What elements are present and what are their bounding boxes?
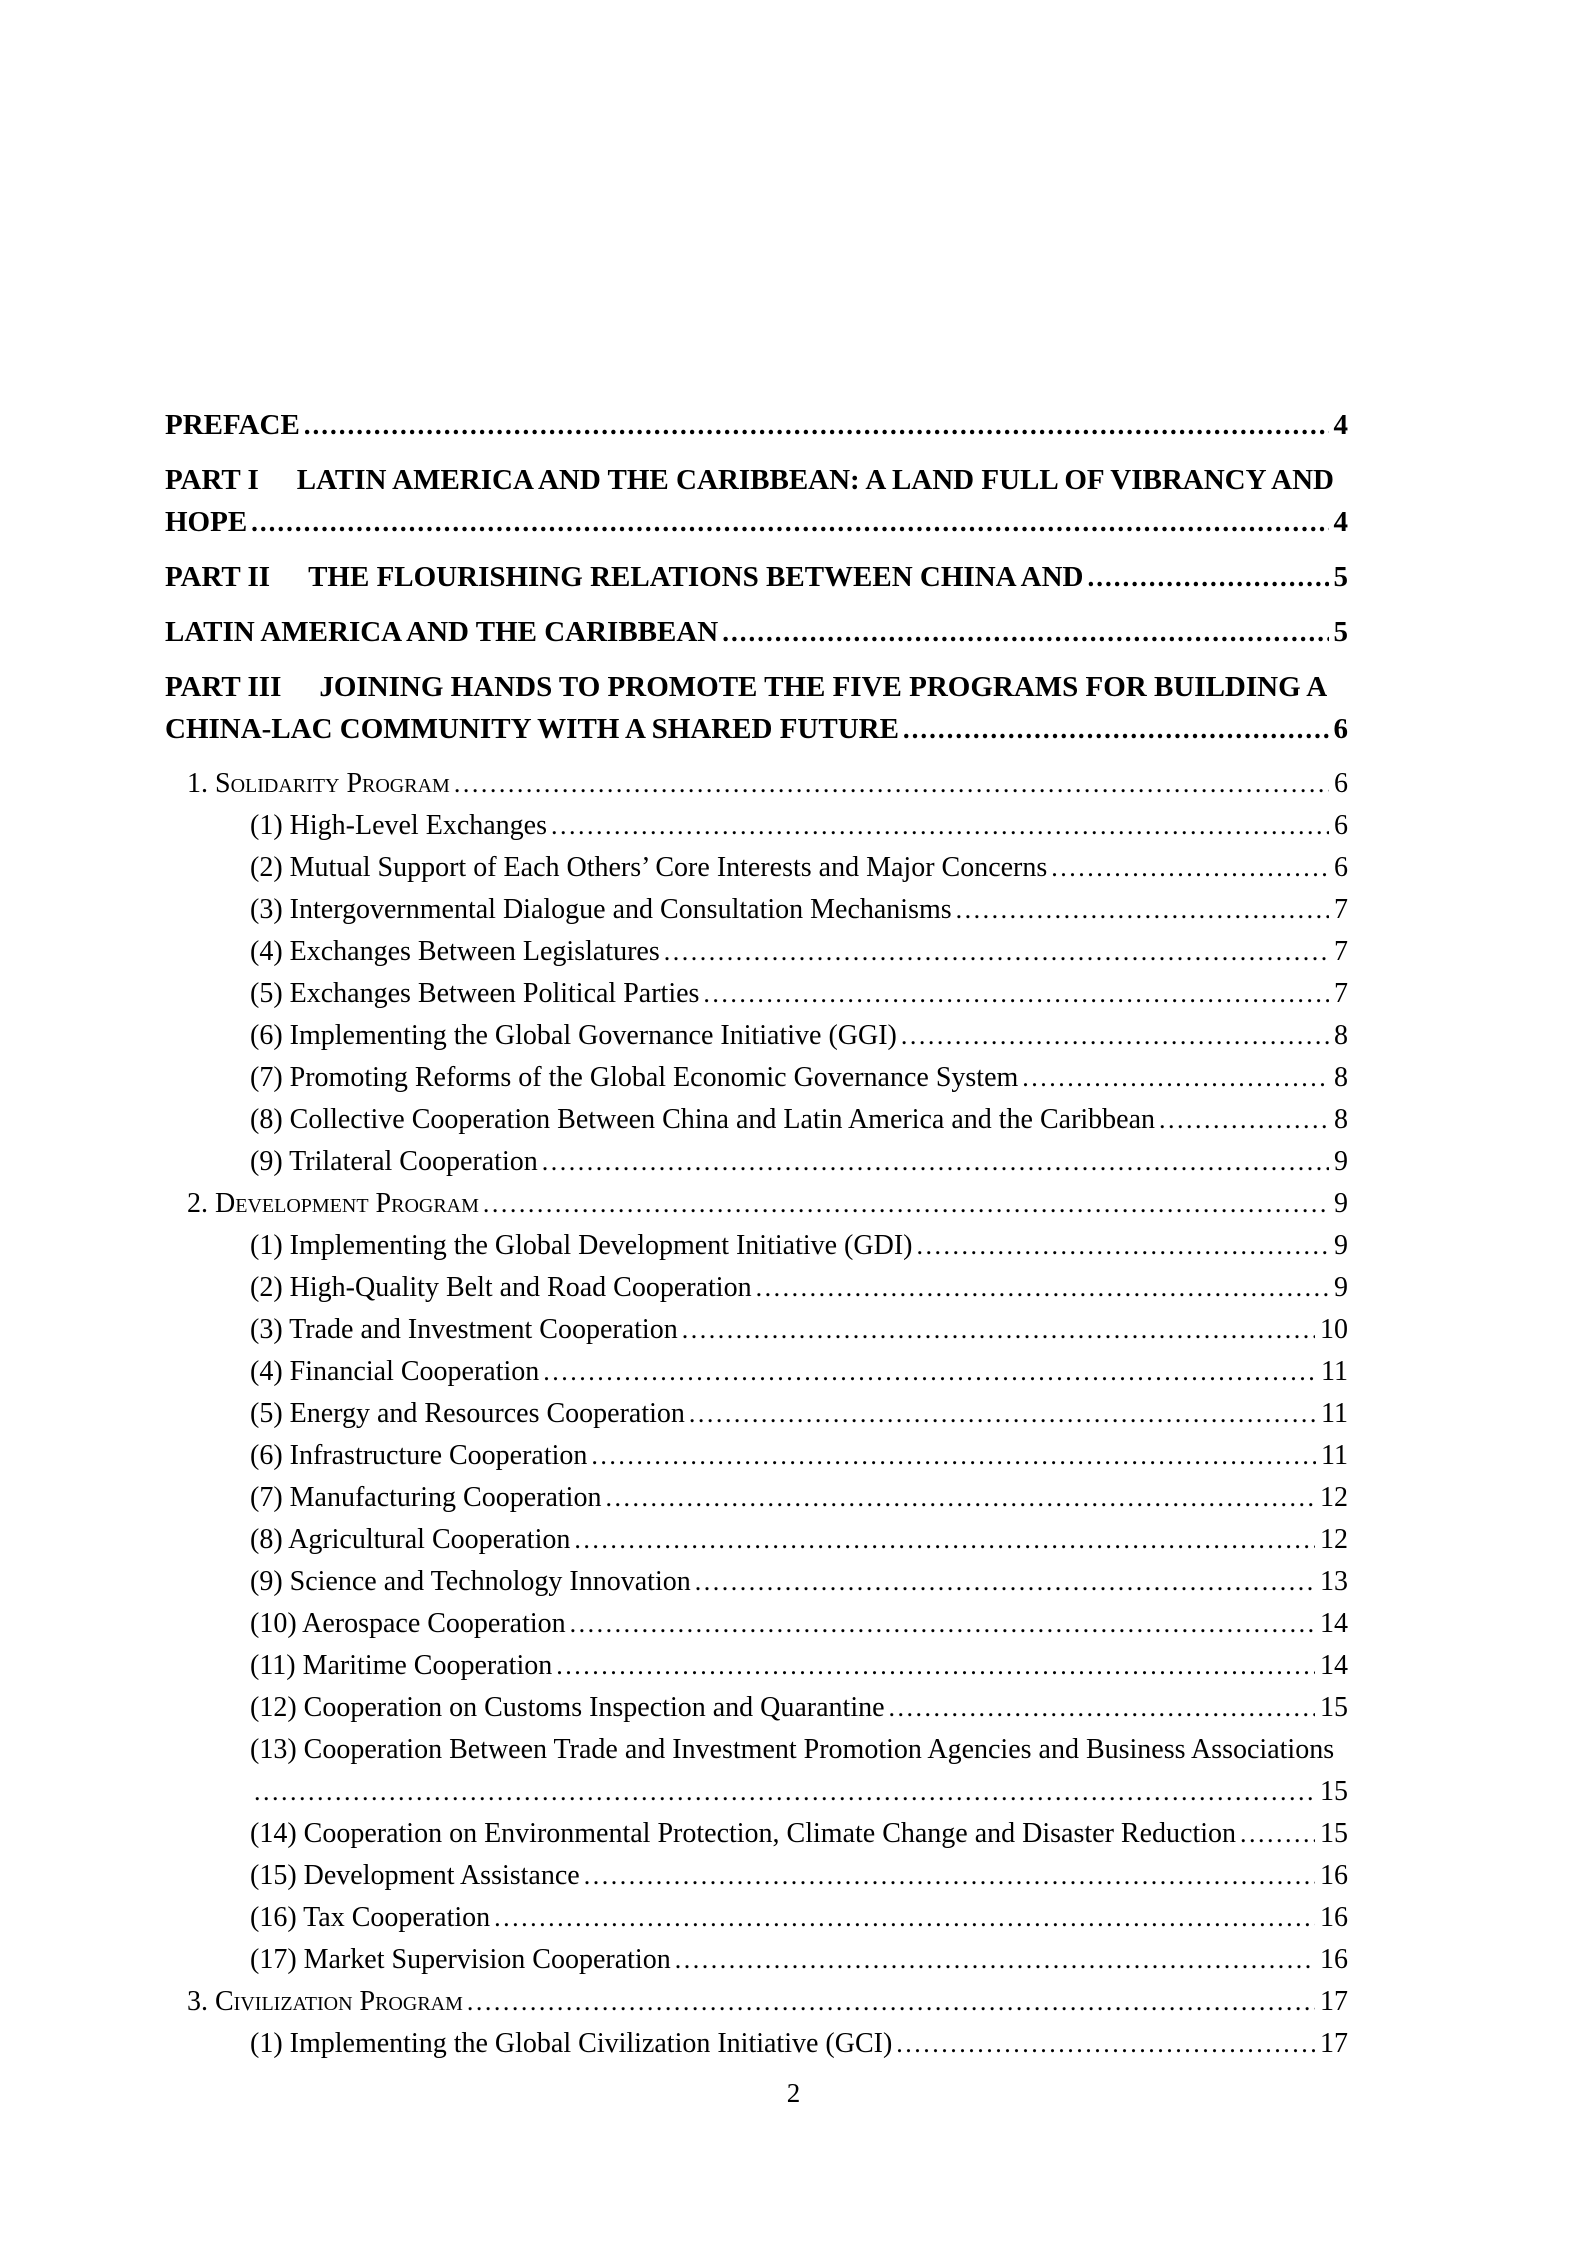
toc-entry — [165, 1897, 1348, 1939]
toc-entry — [165, 1603, 1348, 1645]
dotted-leader — [901, 1015, 1329, 1057]
toc-entry-title: 3. Civilization Program — [187, 1986, 463, 2017]
toc-entry — [165, 1057, 1348, 1099]
toc-entry — [165, 1015, 1348, 1057]
toc-entry-page-number: 11 — [1321, 1440, 1348, 1471]
toc-entry — [165, 805, 1348, 847]
toc-entry-page-number: 6 — [1334, 768, 1348, 799]
dotted-leader — [254, 1771, 1315, 1813]
dotted-leader — [1240, 1813, 1315, 1855]
toc-entry-title: (1) Implementing the Global Civilization Initiative (GCI) — [250, 2028, 893, 2059]
toc-entry — [165, 1813, 1348, 1855]
toc-entry — [165, 1183, 1348, 1225]
toc-entry-page-number: 4 — [1333, 409, 1348, 441]
dotted-leader — [756, 1267, 1329, 1309]
toc-entry-page-number: 8 — [1334, 1104, 1348, 1135]
toc-entry — [165, 501, 1348, 543]
toc-entry-title: PREFACE — [165, 409, 300, 441]
toc-entry — [165, 1309, 1348, 1351]
toc-entry-title: (15) Development Assistance — [250, 1860, 580, 1891]
dotted-leader — [556, 1645, 1315, 1687]
toc-entry-title: (5) Energy and Resources Cooperation — [250, 1398, 685, 1429]
toc-entry-title: (3) Trade and Investment Cooperation — [250, 1314, 678, 1345]
toc-entry-page-number: 17 — [1320, 2028, 1348, 2059]
dotted-leader — [304, 404, 1329, 446]
dotted-leader — [903, 708, 1329, 750]
toc-entry-page-number: 4 — [1333, 506, 1348, 538]
toc-entry-title: 1. Solidarity Program — [187, 768, 450, 799]
dotted-leader — [251, 501, 1328, 543]
dotted-leader — [896, 2023, 1315, 2065]
toc-entry — [165, 1225, 1348, 1267]
toc-entry — [165, 1855, 1348, 1897]
toc-entry — [165, 1939, 1348, 1981]
toc-entry-page-number: 9 — [1334, 1188, 1348, 1219]
toc-entry-page-number: 17 — [1320, 1986, 1348, 2017]
toc-entry-title: LATIN AMERICA AND THE CARIBBEAN: A LAND FULL OF VIBRANCY AND — [296, 464, 1334, 496]
dotted-leader — [1159, 1099, 1329, 1141]
toc-entry — [165, 708, 1348, 750]
toc-entry-page-number: 7 — [1334, 894, 1348, 925]
dotted-leader — [584, 1855, 1315, 1897]
toc-entry-page-number: 11 — [1321, 1398, 1348, 1429]
toc-entry-title: THE FLOURISHING RELATIONS BETWEEN CHINA AND — [308, 561, 1084, 593]
page-footer — [0, 2072, 1587, 2114]
toc-entry-title: (8) Agricultural Cooperation — [250, 1524, 571, 1555]
toc-entry-title: (1) Implementing the Global Development Initiative (GDI) — [250, 1230, 913, 1261]
dotted-leader — [703, 973, 1329, 1015]
toc-entry — [165, 1561, 1348, 1603]
toc-entry-page-number: 8 — [1334, 1020, 1348, 1051]
toc-entry — [165, 1393, 1348, 1435]
toc-entry — [165, 931, 1348, 973]
toc-entry — [165, 2023, 1348, 2065]
toc-entry-page-number: 9 — [1334, 1272, 1348, 1303]
toc-entry — [165, 666, 1348, 708]
toc-entry-page-number: 6 — [1334, 852, 1348, 883]
toc-entry-page-number: 14 — [1320, 1608, 1348, 1639]
dotted-leader — [1087, 556, 1328, 598]
toc-entry — [165, 404, 1348, 446]
dotted-leader — [542, 1141, 1329, 1183]
toc-entry-title: (8) Collective Cooperation Between China and Latin America and the Caribbean — [250, 1104, 1156, 1135]
toc-entry-title: CHINA-LAC COMMUNITY WITH A SHARED FUTURE — [165, 713, 899, 745]
toc-entry-title: (5) Exchanges Between Political Parties — [250, 978, 700, 1009]
toc-entry-page-number: 16 — [1320, 1860, 1348, 1891]
toc-entry-title: (6) Infrastructure Cooperation — [250, 1440, 588, 1471]
dotted-leader — [494, 1897, 1315, 1939]
toc-entry-page-number: 7 — [1334, 978, 1348, 1009]
toc-entry — [165, 1435, 1348, 1477]
toc-entry — [165, 1351, 1348, 1393]
dotted-leader — [551, 805, 1329, 847]
toc-entry-page-number: 8 — [1334, 1062, 1348, 1093]
dotted-leader — [889, 1687, 1315, 1729]
dotted-leader — [695, 1561, 1315, 1603]
toc-entry — [165, 1729, 1348, 1771]
toc-entry-page-number: 16 — [1320, 1902, 1348, 1933]
toc-entry-part-label: PART I — [165, 464, 259, 496]
toc-entry — [165, 973, 1348, 1015]
toc-entry-title: HOPE — [165, 506, 248, 538]
toc-entry-title: (13) Cooperation Between Trade and Investment Promotion Agencies and Business Associations — [250, 1734, 1335, 1765]
toc-entry-title: (16) Tax Cooperation — [250, 1902, 491, 1933]
toc-entry-title: (12) Cooperation on Customs Inspection and Quarantine — [250, 1692, 885, 1723]
dotted-leader — [570, 1603, 1315, 1645]
toc-entry-page-number: 7 — [1334, 936, 1348, 967]
dotted-leader — [956, 889, 1329, 931]
dotted-leader — [722, 611, 1328, 653]
toc-entry — [165, 1645, 1348, 1687]
toc-entry-title: (3) Intergovernmental Dialogue and Consultation Mechanisms — [250, 894, 952, 925]
toc-entry-page-number: 13 — [1320, 1566, 1348, 1597]
toc-entry-page-number: 14 — [1320, 1650, 1348, 1681]
dotted-leader — [591, 1435, 1316, 1477]
toc-entry-title: (9) Science and Technology Innovation — [250, 1566, 691, 1597]
toc-entry — [165, 1519, 1348, 1561]
dotted-leader — [1022, 1057, 1329, 1099]
dotted-leader — [664, 931, 1329, 973]
page-number: 2 — [786, 2078, 801, 2108]
toc-entry-page-number: 15 — [1320, 1692, 1348, 1723]
toc-entry-title: (11) Maritime Cooperation — [250, 1650, 553, 1681]
toc-entry-title: (7) Promoting Reforms of the Global Economic Governance System — [250, 1062, 1019, 1093]
toc-entry — [165, 847, 1348, 889]
toc-entry — [165, 1267, 1348, 1309]
toc-entry — [165, 1141, 1348, 1183]
dotted-leader — [605, 1477, 1315, 1519]
toc-entry — [165, 459, 1348, 501]
toc-entry-part-label: PART II — [165, 561, 271, 593]
toc-entry-page-number: 12 — [1320, 1482, 1348, 1513]
toc-entry-page-number: 15 — [1320, 1776, 1348, 1807]
toc-entry-page-number: 9 — [1334, 1230, 1348, 1261]
dotted-leader — [1051, 847, 1329, 889]
toc-entry-page-number: 5 — [1333, 616, 1348, 648]
dotted-leader — [483, 1183, 1329, 1225]
dotted-leader — [574, 1519, 1315, 1561]
toc-entry-page-number: 16 — [1320, 1944, 1348, 1975]
toc-entry-title: LATIN AMERICA AND THE CARIBBEAN — [165, 616, 719, 648]
dotted-leader — [543, 1351, 1316, 1393]
toc-entry-page-number: 15 — [1320, 1818, 1348, 1849]
dotted-leader — [675, 1939, 1315, 1981]
toc-entry — [165, 763, 1348, 805]
toc-entry-title: (2) Mutual Support of Each Others’ Core Interests and Major Concerns — [250, 852, 1048, 883]
toc-entry-title: (4) Financial Cooperation — [250, 1356, 540, 1387]
toc-entry — [165, 1981, 1348, 2023]
dotted-leader — [467, 1981, 1315, 2023]
toc-entry-title: (7) Manufacturing Cooperation — [250, 1482, 602, 1513]
toc-entry-page-number: 9 — [1334, 1146, 1348, 1177]
toc-entry-title: 2. Development Program — [187, 1188, 479, 1219]
toc-entry-page-number: 5 — [1333, 561, 1348, 593]
toc-entry-page-number: 11 — [1321, 1356, 1348, 1387]
toc-entry — [165, 889, 1348, 931]
toc-entry — [165, 1477, 1348, 1519]
toc-entry-title: (1) High-Level Exchanges — [250, 810, 547, 841]
dotted-leader — [682, 1309, 1315, 1351]
toc-entry-page-number: 12 — [1320, 1524, 1348, 1555]
toc-entry-title: (14) Cooperation on Environmental Protection, Climate Change and Disaster Reduction — [250, 1818, 1237, 1849]
toc-entry-title: (10) Aerospace Cooperation — [250, 1608, 566, 1639]
toc-entry-title: (17) Market Supervision Cooperation — [250, 1944, 671, 1975]
toc-entry-page-number: 6 — [1333, 713, 1348, 745]
toc-entry — [165, 1687, 1348, 1729]
toc-entry — [165, 556, 1348, 598]
dotted-leader — [916, 1225, 1329, 1267]
dotted-leader — [689, 1393, 1316, 1435]
toc-entry-title: (4) Exchanges Between Legislatures — [250, 936, 660, 967]
toc-entry-title: JOINING HANDS TO PROMOTE THE FIVE PROGRAMS FOR BUILDING A — [319, 671, 1328, 703]
toc-entry — [165, 1099, 1348, 1141]
toc-entry-title: (9) Trilateral Cooperation — [250, 1146, 538, 1177]
toc-entry — [165, 611, 1348, 653]
toc-entry-title: (6) Implementing the Global Governance Initiative (GGI) — [250, 1020, 897, 1051]
toc-entry-page-number: 10 — [1320, 1314, 1348, 1345]
dotted-leader — [454, 763, 1329, 805]
toc-entry — [165, 1771, 1348, 1813]
toc-entry-title: (2) High-Quality Belt and Road Cooperation — [250, 1272, 752, 1303]
toc-entry-page-number: 6 — [1334, 810, 1348, 841]
table-of-contents — [165, 404, 1348, 2065]
toc-entry-part-label: PART III — [165, 671, 282, 703]
